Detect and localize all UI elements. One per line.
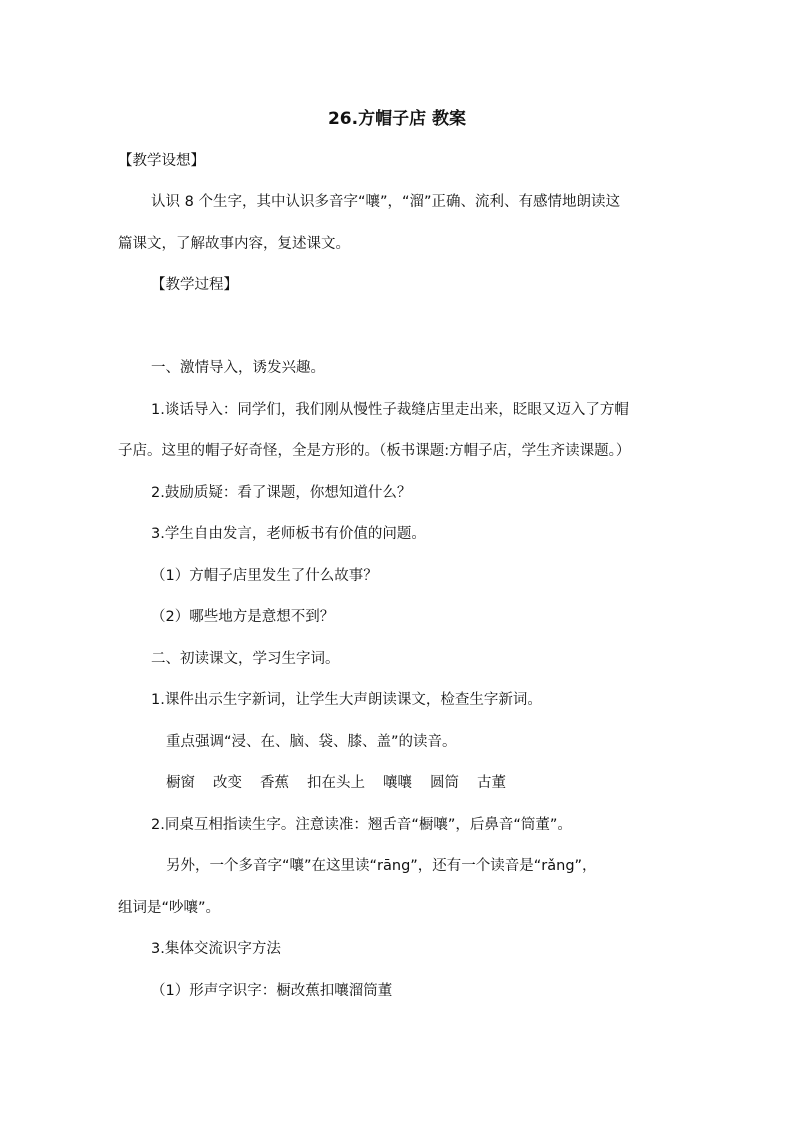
vocab-word: 橱窗 xyxy=(166,775,195,791)
paragraph-line: 篇课文，了解故事内容，复述课文。 xyxy=(118,236,350,252)
list-item: （2）哪些地方是意想不到？ xyxy=(151,609,335,625)
paragraph-line: 2.同桌互相指读生字。注意读准：翘舌音“橱嚷”，后鼻音“筒董”。 xyxy=(151,817,572,833)
vocab-word: 圆筒 xyxy=(430,775,459,791)
vocab-word: 嚷嚷 xyxy=(383,775,412,791)
paragraph-line: 3.集体交流识字方法 xyxy=(151,941,281,957)
paragraph-line: 重点强调“浸、在、脑、袋、膝、盖”的读音。 xyxy=(166,734,457,750)
paragraph-line: 3.学生自由发言，老师板书有价值的问题。 xyxy=(151,526,426,542)
paragraph-line: 2.鼓励质疑：看了课题，你想知道什么？ xyxy=(151,485,412,501)
vocab-word: 改变 xyxy=(213,775,242,791)
paragraph-line: 认识 8 个生字，其中认识多音字“嚷”，“溜”正确、流利、有感情地朗读这 xyxy=(151,194,620,210)
section-heading-teaching-idea: 【教学设想】 xyxy=(118,153,205,169)
section-heading-teaching-process: 【教学过程】 xyxy=(151,277,238,293)
paragraph-line: 1.谈话导入：同学们，我们刚从慢性子裁缝店里走出来，眨眼又迈入了方帽 xyxy=(151,402,629,418)
paragraph-line: 1.课件出示生字新词，让学生大声朗读课文，检查生字新词。 xyxy=(151,692,542,708)
vocab-word: 古董 xyxy=(477,775,506,791)
list-item: （1）方帽子店里发生了什么故事？ xyxy=(151,568,378,584)
paragraph-line: 子店。这里的帽子好奇怪，全是方形的。（板书课题:方帽子店，学生齐读课题。） xyxy=(118,443,631,459)
paragraph-line: 另外，一个多音字“嚷”在这里读“rāng”，还有一个读音是“rǎng”， xyxy=(166,858,597,874)
page-title: 26.方帽子店 教案 xyxy=(327,109,467,129)
vocab-word-list xyxy=(166,772,524,794)
vocab-word: 扣在头上 xyxy=(307,775,365,791)
list-item: （1）形声字识字：橱改蕉扣嚷溜筒董 xyxy=(151,983,393,999)
paragraph-line: 组词是“吵嚷”。 xyxy=(118,900,221,916)
section-heading: 一、激情导入，诱发兴趣。 xyxy=(151,360,325,376)
section-heading: 二、初读课文，学习生字词。 xyxy=(151,651,340,667)
vocab-word: 香蕉 xyxy=(260,775,289,791)
